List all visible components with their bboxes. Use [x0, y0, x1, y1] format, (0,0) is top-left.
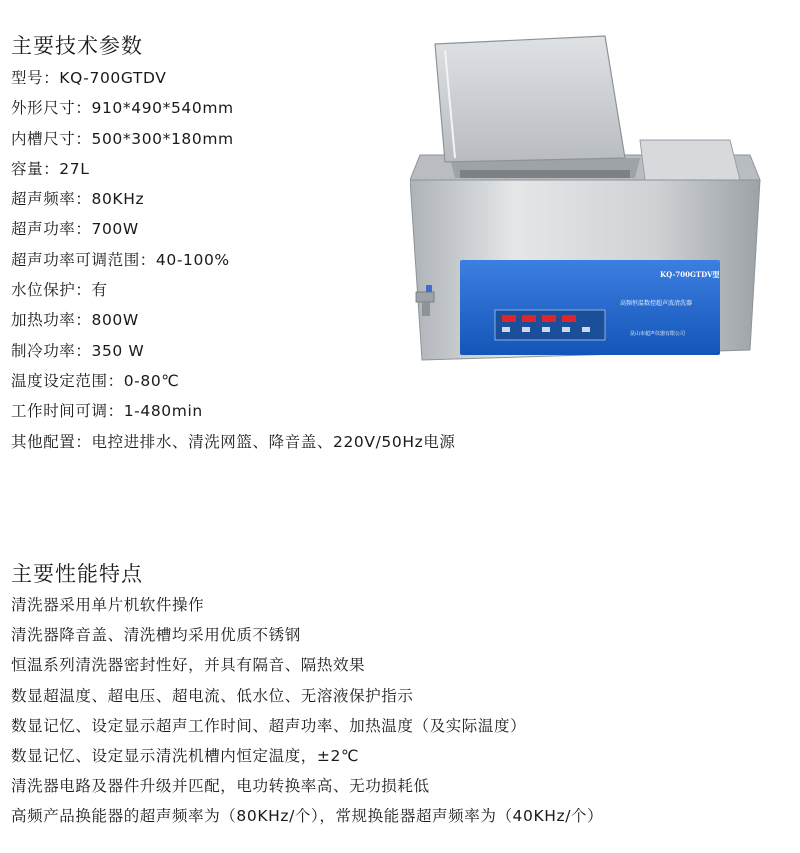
feature-item: 清洗器降音盖、清洗槽均采用优质不锈钢 — [11, 626, 301, 645]
spec-item-cooling-power: 制冷功率：350 W — [11, 341, 145, 360]
feature-item: 清洗器采用单片机软件操作 — [11, 596, 205, 614]
feature-item: 高频产品换能器的超声频率为（80KHz/个），常规换能器超声频率为（40KHz/个） — [11, 807, 604, 826]
spec-item-capacity: 容量：27L — [11, 159, 90, 178]
specs-title: 主要技术参数 — [11, 34, 143, 58]
spec-item-water-level: 水位保护：有 — [11, 281, 108, 300]
product-name-label: 高频恒温数控超声波清洗器 — [620, 300, 693, 307]
spec-item-temp-range: 温度设定范围：0-80℃ — [11, 371, 180, 390]
feature-item: 数显记忆、设定显示超声工作时间、超声功率、加热温度（及实际温度） — [11, 716, 527, 735]
spec-item-model: 型号：KQ-700GTDV — [11, 69, 167, 87]
feature-list — [11, 590, 603, 832]
product-maker-label: 昆山市超声仪器有限公司 — [630, 331, 686, 337]
feature-item: 恒温系列清洗器密封性好，并具有隔音、隔热效果 — [11, 656, 366, 675]
features-title: 主要性能特点 — [11, 562, 143, 586]
spec-item-outer-size: 外形尺寸：910*490*540mm — [11, 99, 234, 118]
spec-item-heating-power: 加热功率：800W — [11, 311, 139, 330]
feature-item: 清洗器电路及器件升级并匹配，电功转换率高、无功损耗低 — [11, 777, 430, 796]
spec-item-work-time: 工作时间可调：1-480min — [11, 402, 203, 421]
spec-item-power: 超声功率：700W — [11, 220, 139, 239]
spec-list — [11, 63, 456, 457]
product-model-label: KQ-700GTDV型 — [660, 270, 720, 279]
feature-item: 数显记忆、设定显示清洗机槽内恒定温度，±2℃ — [11, 746, 359, 765]
spec-item-other-config: 其他配置：电控进排水、清洗网篮、降音盖、220V/50Hz电源 — [11, 432, 456, 451]
spec-item-inner-size: 内槽尺寸：500*300*180mm — [11, 129, 234, 148]
product-image — [410, 30, 770, 390]
spec-item-power-range: 超声功率可调范围：40-100% — [11, 250, 230, 269]
feature-item: 数显超温度、超电压、超电流、低水位、无溶液保护指示 — [11, 686, 414, 705]
spec-item-frequency: 超声频率：80KHz — [11, 190, 145, 209]
